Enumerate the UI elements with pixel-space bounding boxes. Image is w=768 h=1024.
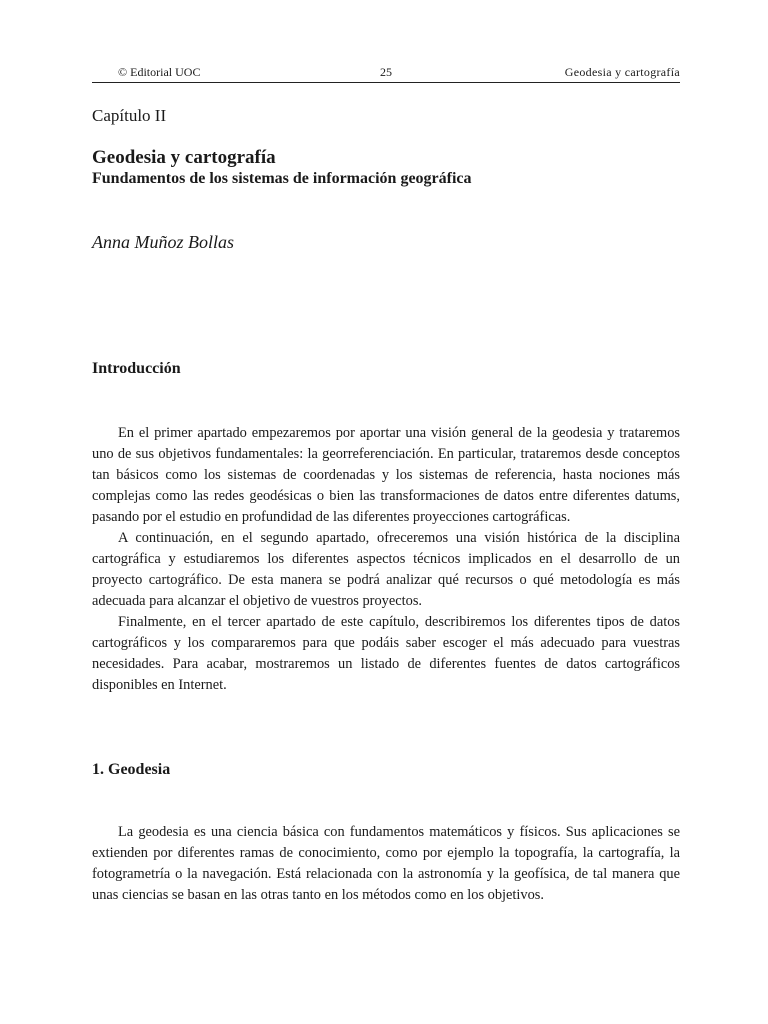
chapter-title: Geodesia y cartografía bbox=[92, 147, 276, 168]
introduction-body bbox=[92, 423, 680, 696]
section-heading-geodesia: 1. Geodesia bbox=[92, 761, 171, 778]
header-publisher: © Editorial UOC bbox=[118, 65, 201, 79]
chapter-subtitle: Fundamentos de los sistemas de información geográfica bbox=[92, 170, 472, 187]
header-page-number: 25 bbox=[380, 65, 392, 79]
paragraph: La geodesia es una ciencia básica con fundamentos matemáticos y físicos. Sus aplicaciones se extienden por diferentes ramas de conocimiento, como por ejemplo la topografía, la cartografía, la fotogrametría o la navegación. Está relacionada con la astronomía y la geofísica, de tal manera que unas ciencias se basan en las otras tanto en los métodos como en los objetivos. bbox=[92, 824, 680, 903]
header-running-title: Geodesia y cartografía bbox=[564, 65, 680, 79]
chapter-label: Capítulo II bbox=[92, 106, 167, 125]
paragraph: A continuación, en el segundo apartado, ofreceremos una visión histórica de la disciplina cartográfica y estudiaremos los diferentes aspectos técnicos implicados en el desarrollo de un proyecto cartográfico. De esta manera se podrá analizar qué recursos o qué metodología es más adecuada para alcanzar el objetivo de vuestros proyectos. bbox=[92, 530, 680, 609]
introduction-heading: Introducción bbox=[92, 360, 181, 377]
paragraph: En el primer apartado empezaremos por aportar una visión general de la geodesia y trataremos uno de sus objetivos fundamentales: la georreferenciación. En particular, trataremos desde conceptos tan básicos como los sistemas de coordenadas y los sistemas de referencia, hasta nociones más complejas como las redes geodésicas o bien las transformaciones de datos entre diferentes datums, pasando por el estudio en profundidad de las diferentes proyecciones cartográficas. bbox=[92, 425, 680, 525]
document-page bbox=[92, 0, 680, 1024]
chapter-author: Anna Muñoz Bollas bbox=[92, 232, 234, 252]
geodesia-body bbox=[92, 822, 680, 906]
paragraph: Finalmente, en el tercer apartado de este capítulo, describiremos los diferentes tipos de datos cartográficos y los compararemos para que podáis saber escoger el más adecuado para vuestras necesidades. Para acabar, mostraremos un listado de diferentes fuentes de datos cartográficos disponibles en Internet. bbox=[92, 614, 680, 693]
running-header bbox=[92, 64, 680, 83]
